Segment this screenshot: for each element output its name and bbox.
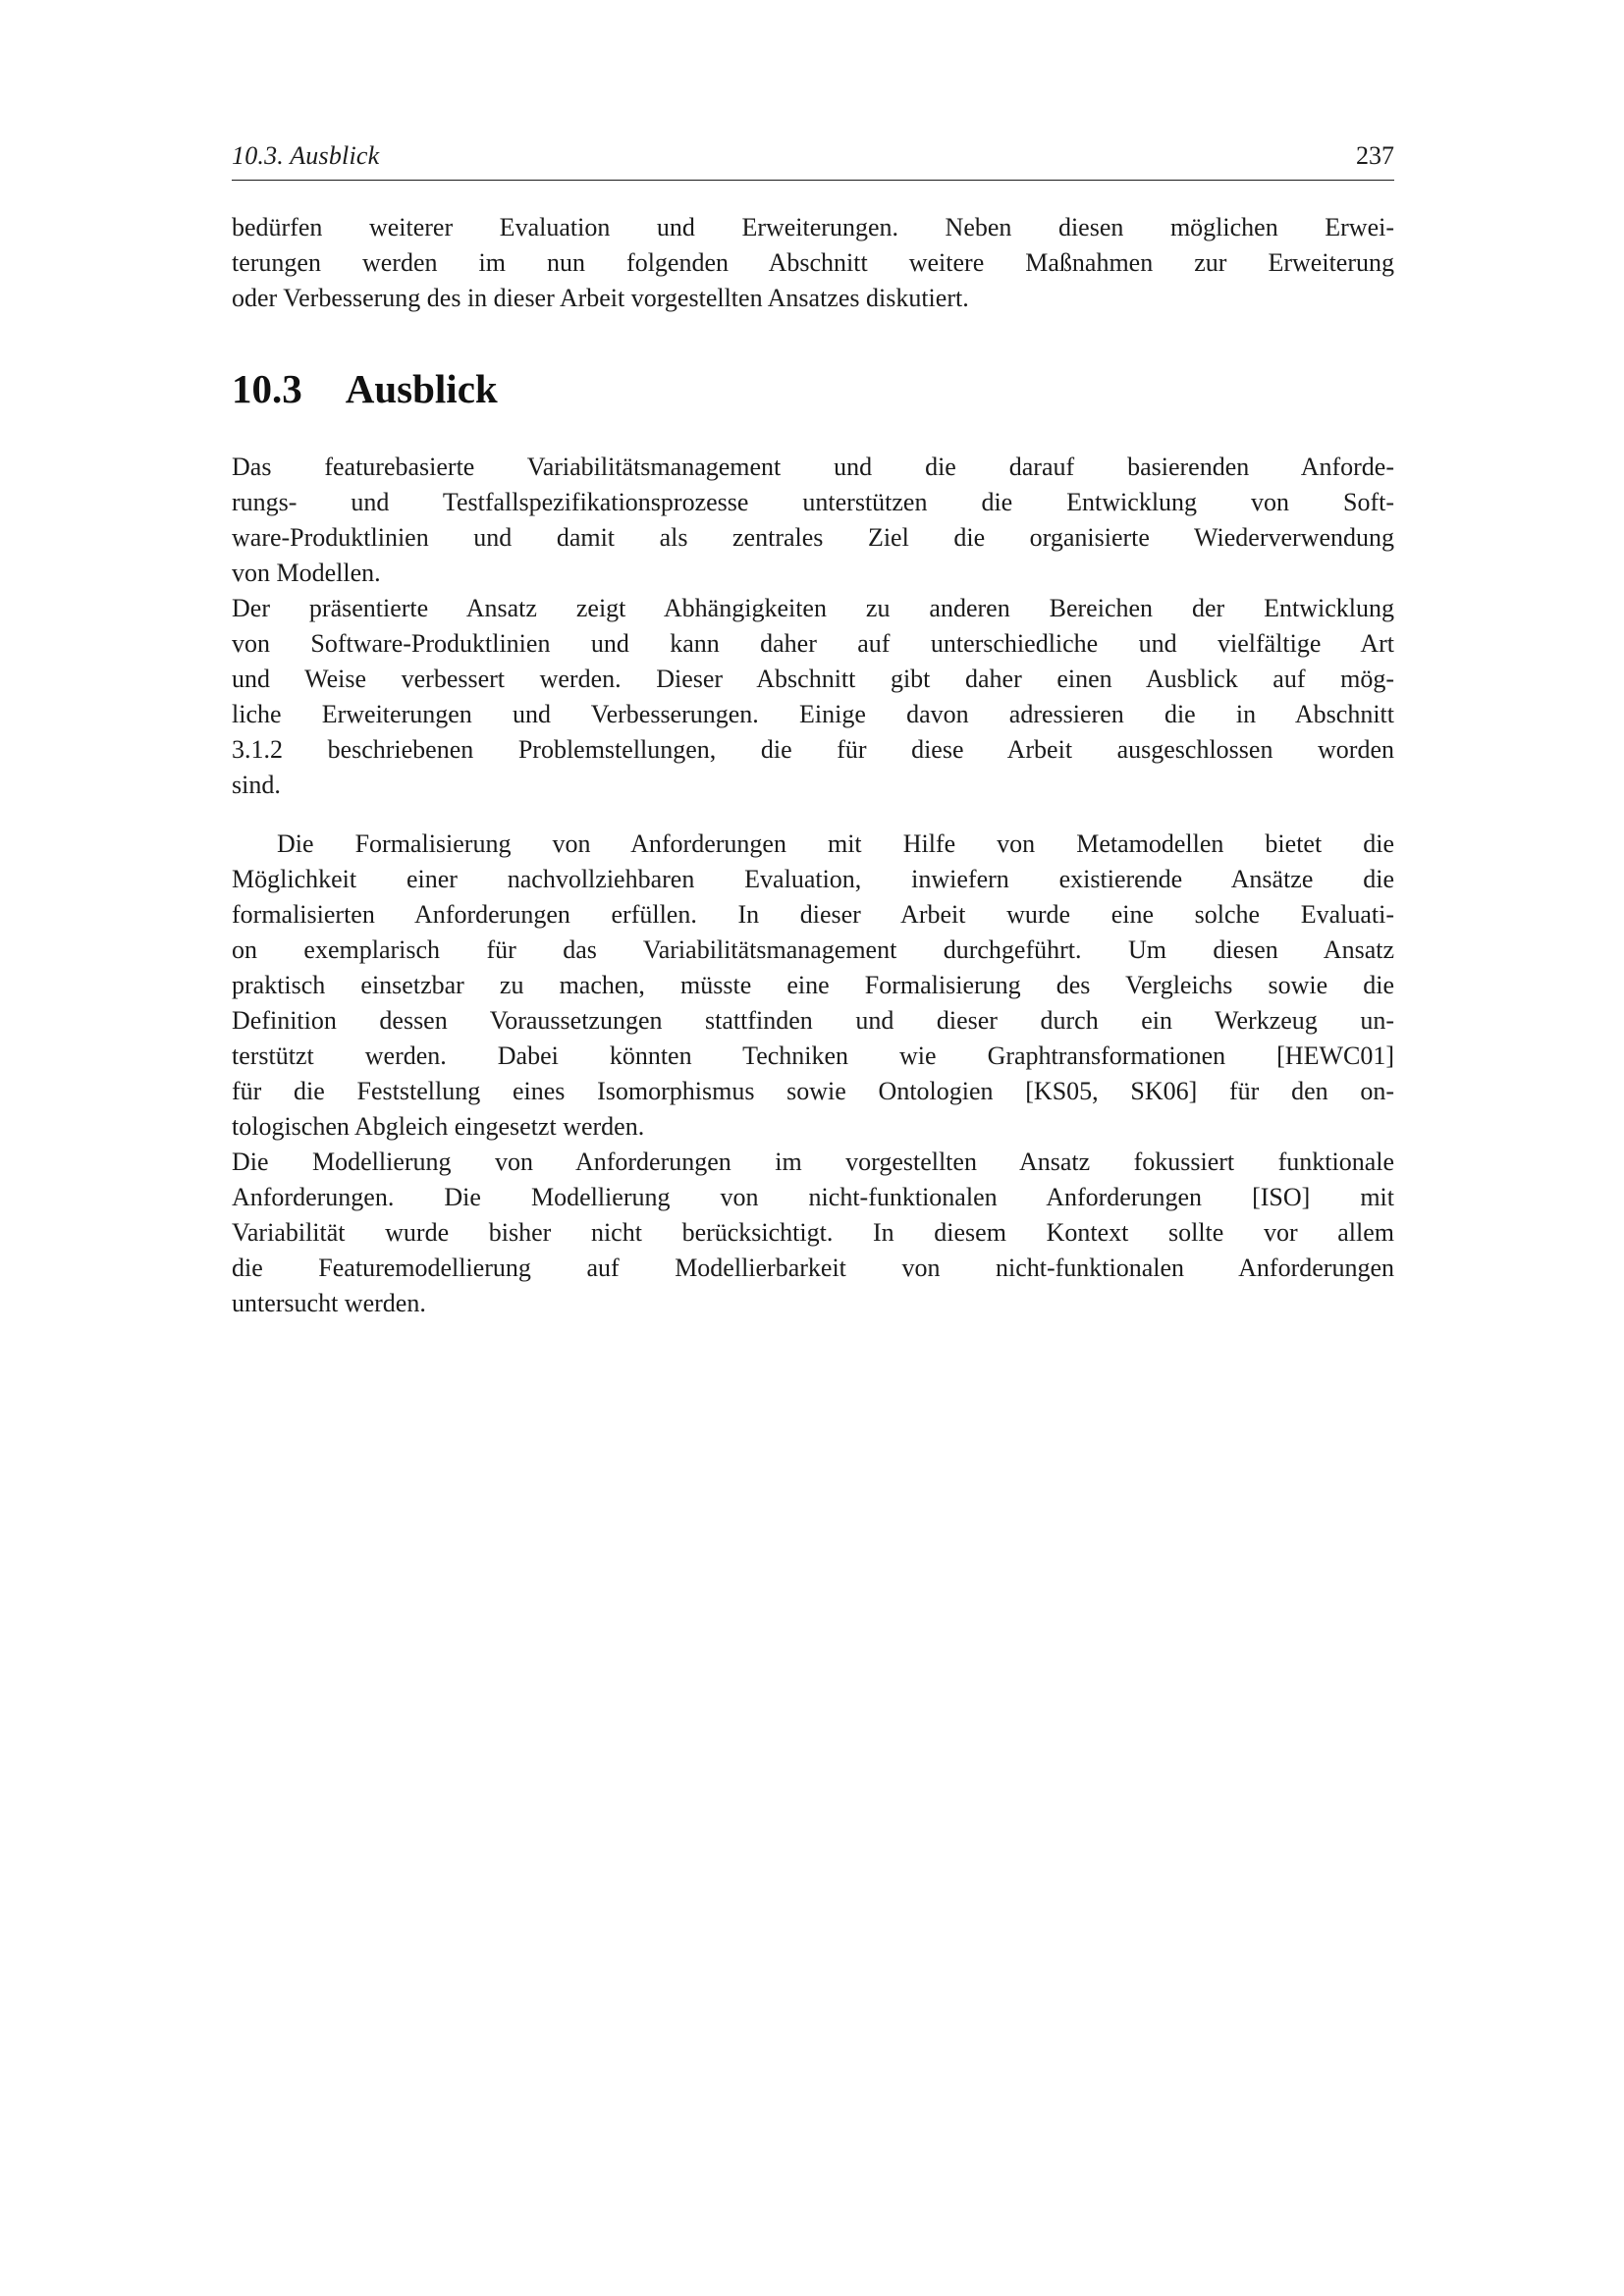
section-title: Ausblick [345,366,498,411]
text-line: Möglichkeit einer nachvollziehbaren Evaluation, inwiefern existierende Ansätze die [232,865,1394,893]
text-line: Die Modellierung von Anforderungen im vorgestellten Ansatz fokussiert funktionale [232,1148,1394,1176]
text-line: für die Feststellung eines Isomorphismus sowie Ontologien [KS05, SK06] für den on- [232,1077,1394,1105]
text-line: tologischen Abgleich eingesetzt werden. [232,1112,645,1141]
paragraph [232,591,1394,803]
text-line: Der präsentierte Ansatz zeigt Abhängigkeiten zu anderen Bereichen der Entwicklung [232,594,1394,622]
paragraph [232,827,1394,1145]
text-line: die Featuremodellierung auf Modellierbarkeit von nicht-funktionalen Anforderungen [232,1254,1394,1282]
pre-heading-text [232,210,1394,316]
text-line: on exemplarisch für das Variabilitätsmanagement durchgeführt. Um diesen Ansatz [232,935,1394,964]
text-line: 3.1.2 beschriebenen Problemstellungen, die für diese Arbeit ausgeschlossen worden [232,735,1394,764]
text-line: sind. [232,771,281,799]
text-line: terungen werden im nun folgenden Abschnitt weitere Maßnahmen zur Erweiterung [232,248,1394,277]
running-head-section-label: 10.3. Ausblick [232,141,380,170]
section-number: 10.3 [232,366,302,411]
running-head [232,141,1394,181]
section-body-text [232,450,1394,1321]
text-line: Variabilität wurde bisher nicht berücksichtigt. In diesem Kontext sollte vor allem [232,1218,1394,1247]
paragraph [232,1145,1394,1321]
text-line: Die Formalisierung von Anforderungen mit Hilfe von Metamodellen bietet die [277,829,1394,858]
text-column [232,0,1394,1321]
text-line: rungs- und Testfallspezifikationsprozesse unterstützen die Entwicklung von Soft- [232,488,1394,516]
section-heading [232,365,1394,412]
text-line: bedürfen weiterer Evaluation und Erweiterungen. Neben diesen möglichen Erwei- [232,213,1394,241]
text-line: von Software-Produktlinien und kann daher auf unterschiedliche und vielfältige Art [232,629,1394,658]
page-number: 237 [1356,141,1394,170]
text-line: praktisch einsetzbar zu machen, müsste eine Formalisierung des Vergleichs sowie die [232,971,1394,999]
text-line: ware-Produktlinien und damit als zentrales Ziel die organisierte Wiederverwendung [232,523,1394,552]
text-line: oder Verbesserung des in dieser Arbeit vorgestellten Ansatzes diskutiert. [232,284,969,312]
text-line: Definition dessen Voraussetzungen stattfinden und dieser durch ein Werkzeug un- [232,1006,1394,1035]
text-line: terstützt werden. Dabei könnten Techniken wie Graphtransformationen [HEWC01] [232,1041,1394,1070]
text-line: Anforderungen. Die Modellierung von nicht-funktionalen Anforderungen [ISO] mit [232,1183,1394,1211]
text-line: untersucht werden. [232,1289,426,1317]
text-line: von Modellen. [232,559,381,587]
paragraph [232,450,1394,591]
paragraph [232,210,1394,316]
text-line: Das featurebasierte Variabilitätsmanagement und die darauf basierenden Anforde- [232,453,1394,481]
text-line: und Weise verbessert werden. Dieser Abschnitt gibt daher einen Ausblick auf mög- [232,665,1394,693]
text-line: formalisierten Anforderungen erfüllen. In dieser Arbeit wurde eine solche Evaluati- [232,900,1394,929]
text-line: liche Erweiterungen und Verbesserungen. Einige davon adressieren die in Abschnitt [232,700,1394,728]
